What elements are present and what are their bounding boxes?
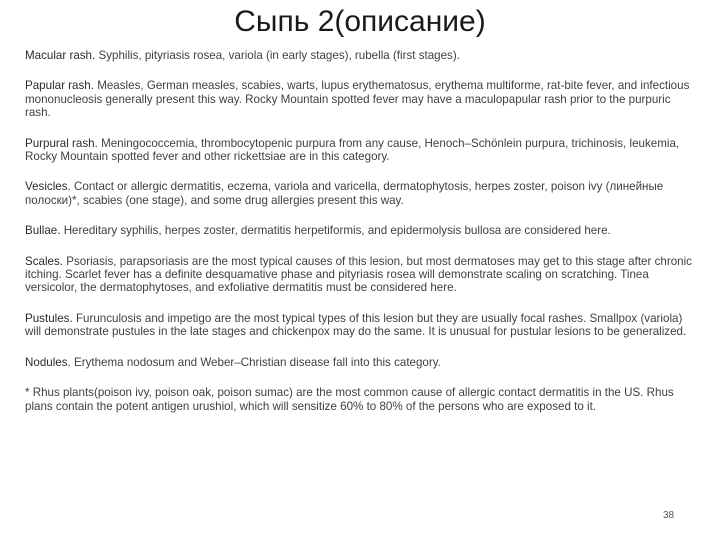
term-papular: Papular rash. bbox=[25, 79, 94, 93]
term-scales: Scales. bbox=[25, 254, 64, 268]
paragraph-scales bbox=[25, 255, 697, 295]
text-scales: Psoriasis, parapsoriasis are the most typical causes of this lesion, but most dermatoses may get to this stage after chronic itching. Scarlet fever has a definite desquamative phase and pityriasis rosea will demonstrate scaling on scratching. Tinea versicolor, the dermatophytoses, and exfoliative dermatitis must be considered here. bbox=[25, 254, 692, 295]
slide-title: Сыпь 2(описание) bbox=[234, 5, 486, 38]
text-bullae: Hereditary syphilis, herpes zoster, dermatitis herpetiformis, and epidermolysis bullosa are considered here. bbox=[63, 224, 611, 238]
paragraph-purpural bbox=[25, 137, 697, 164]
text-purpural: Meningococcemia, thrombocytopenic purpura from any cause, Henoch–Schönlein purpura, trichinosis, leukemia, Rocky Mountain spotted fever and other rickettsiae are in this category. bbox=[25, 136, 680, 164]
term-purpural: Purpural rash. bbox=[25, 136, 98, 150]
term-macular: Macular rash. bbox=[25, 49, 96, 62]
text-macular: Syphilis, pityriasis rosea, variola (in early stages), rubella (first stages). bbox=[98, 49, 460, 62]
text-pustules: Furunculosis and impetigo are the most typical types of this lesion but they are usually focal rashes. Smallpox (variola) will demonstrate pustules in the late stages and chickenpox may do the same. It is unusual for pustular lesions to be generalized. bbox=[25, 311, 687, 339]
term-pustules: Pustules. bbox=[25, 311, 73, 325]
term-nodules: Nodules. bbox=[25, 355, 71, 369]
paragraph-nodules bbox=[25, 356, 697, 369]
paragraph-papular bbox=[25, 79, 697, 119]
text-vesicles: Contact or allergic dermatitis, eczema, variola and varicella, dermatophytosis, herpes zoster, poison ivy (линейные полоски)*, scabies (one stage), and some drug allergies present this way. bbox=[25, 180, 664, 207]
term-vesicles: Vesicles. bbox=[25, 180, 71, 194]
text-papular: Measles, German measles, scabies, warts, lupus erythematosus, erythema multiforme, rat-bite fever, and infectious mononucleosis generally present this way. Rocky Mountain spotted fever may have a maculopapular rash prior to the purpuric rash. bbox=[25, 79, 690, 120]
paragraph-pustules bbox=[25, 312, 697, 339]
slide-body bbox=[25, 49, 697, 430]
term-bullae: Bullae. bbox=[25, 224, 61, 238]
paragraph-macular bbox=[25, 49, 697, 62]
text-nodules: Erythema nodosum and Weber–Christian disease fall into this category. bbox=[74, 355, 441, 369]
paragraph-bullae bbox=[25, 224, 697, 237]
page-number: 38 bbox=[663, 510, 675, 521]
paragraph-vesicles bbox=[25, 180, 697, 207]
footnote: * Rhus plants(poison ivy, poison oak, poison sumac) are the most common cause of allergic contact dermatitis in the US. Rhus plans contain the potent antigen urushiol, which will sensitize 60% to 80% of the persons who are exposed to it. bbox=[25, 386, 674, 413]
